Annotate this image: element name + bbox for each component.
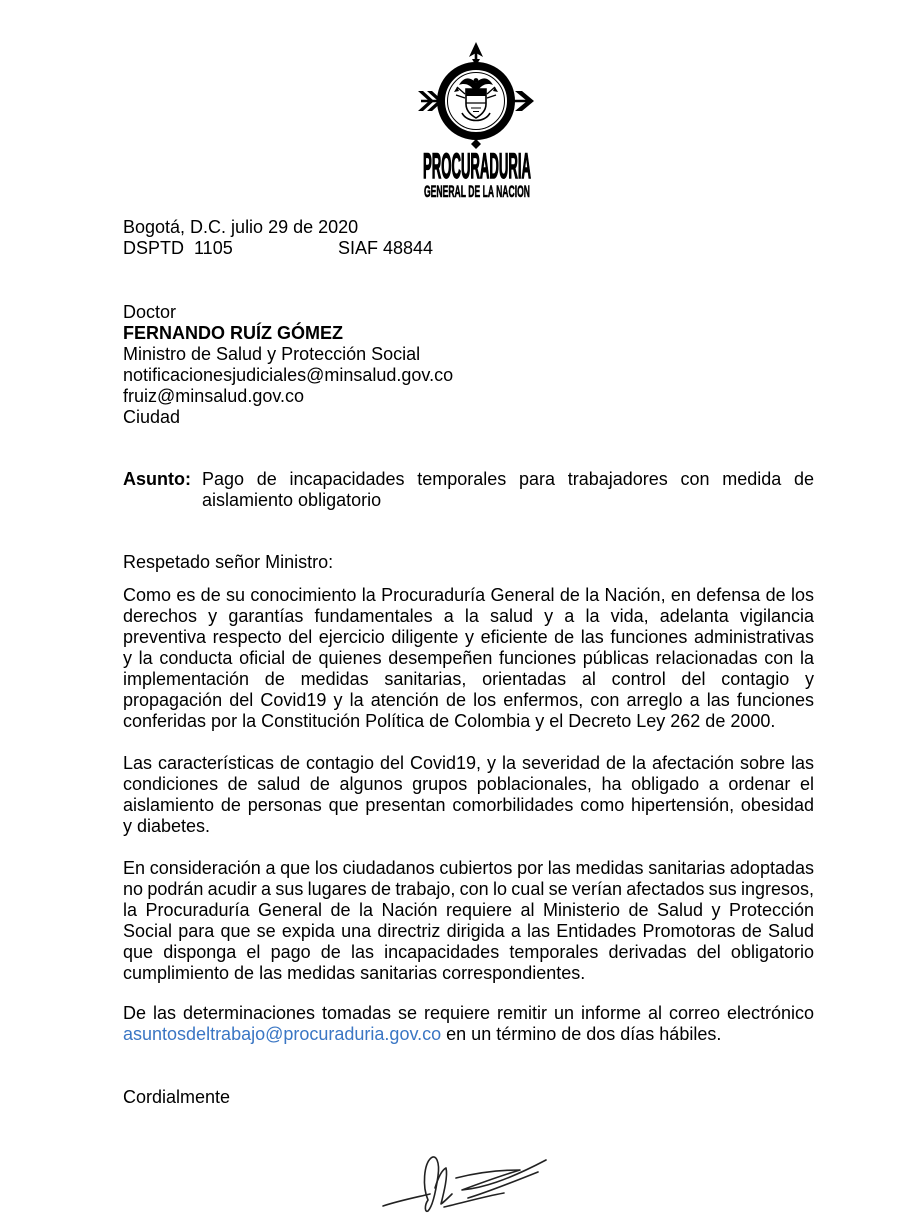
body-paragraph-2 <box>123 753 814 837</box>
paragraph-line-text: en un término de dos días hábiles. <box>446 1024 722 1044</box>
paragraph-line: condiciones de salud de algunos grupos poblacionales, ha obligado a ordenar el <box>123 774 814 794</box>
addressee-email-2: fruiz@minsalud.gov.co <box>123 386 305 406</box>
paragraph-line: Social para que se expida una directriz dirigida a las Entidades Promotoras de Salud <box>123 921 814 941</box>
addressee-position: Ministro de Salud y Protección Social <box>123 344 421 364</box>
procuraduria-logo <box>413 40 539 202</box>
letter-header <box>123 217 814 259</box>
procuraduria-emblem-icon <box>418 42 534 149</box>
subject-block <box>123 469 814 511</box>
body-paragraph-1 <box>123 585 814 732</box>
paragraph-line: la Procuraduría General de la Nación requiere al Ministerio de Salud y Protección <box>123 900 814 920</box>
response-email-link[interactable]: asuntosdeltrabajo@procuraduria.gov.co <box>123 1024 442 1044</box>
paragraph-line: y la conducta oficial de quienes desempeñen funciones públicas relacionadas con la <box>123 648 814 668</box>
subject-line: Pago de incapacidades temporales para trabajadores con medida de <box>202 469 814 489</box>
siaf-number: SIAF 48844 <box>338 238 434 258</box>
closing <box>123 1087 814 1108</box>
handwritten-signature-icon <box>378 1148 550 1219</box>
subject-label: Asunto: <box>123 469 191 489</box>
paragraph-line: Las características de contagio del Covid19, y la severidad de la afectación sobre las <box>123 753 814 773</box>
paragraph-line: y diabetes. <box>123 816 211 836</box>
paragraph-line: derechos y garantías fundamentales a la salud y a la vida, adelanta vigilancia <box>123 606 814 626</box>
addressee-block <box>123 302 814 428</box>
reference-code: DSPTD 1105 <box>123 238 233 258</box>
addressee-city: Ciudad <box>123 407 181 427</box>
paragraph-line: En consideración a que los ciudadanos cubiertos por las medidas sanitarias adoptadas <box>123 858 814 878</box>
subject-text <box>202 469 814 511</box>
paragraph-line: propagación del Covid19 y la atención de los enfermos, con arreglo a las funciones <box>123 690 814 710</box>
paragraph-line <box>123 1024 814 1045</box>
addressee-email-1: notificacionesjudiciales@minsalud.gov.co <box>123 365 454 385</box>
addressee-title: Doctor <box>123 302 177 322</box>
logo-title: PROCURADURIA <box>423 147 531 186</box>
paragraph-line: Como es de su conocimiento la Procuraduría General de la Nación, en defensa de los <box>123 585 814 605</box>
paragraph-line: implementación de medidas sanitarias, orientadas al control del contagio y <box>123 669 814 689</box>
paragraph-line: conferidas por la Constitución Política de Colombia y el Decreto Ley 262 de 2000. <box>123 711 776 731</box>
greeting-text: Respetado señor Ministro: <box>123 552 334 572</box>
addressee-name: FERNANDO RUÍZ GÓMEZ <box>123 323 343 343</box>
body-paragraph-4 <box>123 1003 814 1045</box>
paragraph-line: que disponga el pago de las incapacidades temporales derivadas del obligatorio <box>123 942 814 962</box>
paragraph-line: De las determinaciones tomadas se requiere remitir un informe al correo electrónico <box>123 1003 814 1023</box>
paragraph-line: cumplimiento de las medidas sanitarias correspondientes. <box>123 963 586 983</box>
paragraph-line: aislamiento de personas que presentan comorbilidades como hipertensión, obesidad <box>123 795 814 815</box>
paragraph-line: preventiva respecto del ejercicio diligente y eficiente de las funciones administrativas <box>123 627 814 647</box>
place-and-date: Bogotá, D.C. julio 29 de 2020 <box>123 217 359 237</box>
logo-subtitle: GENERAL DE LA NACION <box>424 182 530 201</box>
closing-text: Cordialmente <box>123 1087 231 1107</box>
paragraph-line: no podrán acudir a sus lugares de trabajo, con lo cual se verían afectados sus ingresos, <box>123 879 814 899</box>
greeting <box>123 552 814 573</box>
body-paragraph-3 <box>123 858 814 984</box>
subject-line: aislamiento obligatorio <box>202 490 382 510</box>
reference-line <box>123 238 814 259</box>
